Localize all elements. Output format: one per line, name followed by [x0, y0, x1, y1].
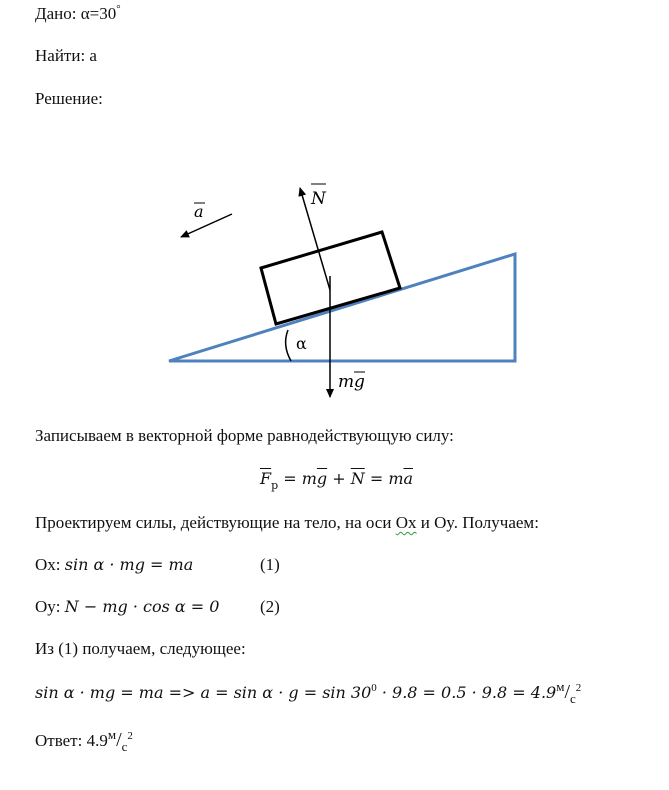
final-unit-slash: /	[564, 681, 571, 703]
eq-F: $\overline{F}$	[260, 469, 272, 488]
solution-heading: Решение:	[35, 89, 103, 108]
ox-number: (1)	[260, 555, 280, 574]
final-unit-sup: 2	[575, 682, 582, 694]
eq-a: $\overline{a}$	[403, 469, 414, 488]
eq-g: $\overline{g}$	[316, 469, 328, 488]
final-part2: · 9.8 = 0.5 · 9.8 = 4.9	[376, 683, 557, 702]
projection-text-pre: Проектируем силы, действующие на тело, на оси	[35, 513, 396, 532]
from-eq1-text: Из (1) получаем, следующее:	[35, 639, 246, 658]
final-equation	[35, 681, 581, 704]
angle-arc	[286, 330, 291, 361]
final-unit-top: м	[556, 679, 565, 694]
projection-text-post: и Oy. Получаем:	[416, 513, 539, 532]
incline-plane	[169, 254, 515, 361]
answer-line	[35, 729, 133, 752]
angle-label: α	[296, 334, 307, 353]
gravity-label-g: g	[354, 372, 365, 392]
vector-form-text: Записываем в векторной форме равнодействующую силу:	[35, 426, 454, 445]
eq-eq2: = m	[364, 469, 404, 488]
answer-value: 4.9	[86, 731, 108, 750]
answer-label: Ответ:	[35, 731, 87, 750]
final-unit-bot: с	[570, 691, 576, 706]
oy-equation	[35, 597, 280, 617]
normal-label: N	[311, 189, 326, 209]
eq-F-sub: р	[271, 479, 279, 492]
eq-N: $\overline{N}$	[350, 469, 365, 488]
final-part1: sin α · mg = ma => a = sin α · g = sin 30	[35, 683, 372, 702]
given-label: Дано:	[35, 4, 81, 23]
eq-eq1: = m	[278, 469, 317, 488]
oy-label: Oy:	[35, 597, 65, 616]
acceleration-label: a	[194, 202, 204, 221]
gravity-label-m: m	[338, 372, 355, 392]
ox-expr: sin α · mg = ma	[64, 555, 194, 574]
ox-label: Ox:	[35, 555, 65, 574]
given-value: α=30	[80, 4, 117, 23]
answer-unit-top: м	[107, 727, 117, 742]
final-sup0: 0	[371, 682, 377, 694]
ox-equation	[35, 555, 280, 575]
answer-unit-slash: /	[116, 729, 122, 751]
acceleration-arrow	[181, 214, 232, 237]
find-line: Найти: a	[35, 46, 97, 65]
projection-text	[35, 513, 539, 533]
eq-plus: +	[327, 469, 351, 488]
projection-text-ox: Ox	[395, 513, 417, 532]
oy-number: (2)	[260, 597, 280, 616]
answer-unit-bot: с	[121, 739, 128, 754]
vector-equation	[260, 469, 414, 492]
oy-expr: N − mg · cos α = 0	[64, 597, 220, 616]
degree-sign: °	[116, 3, 121, 15]
answer-unit-sup: 2	[127, 730, 133, 742]
